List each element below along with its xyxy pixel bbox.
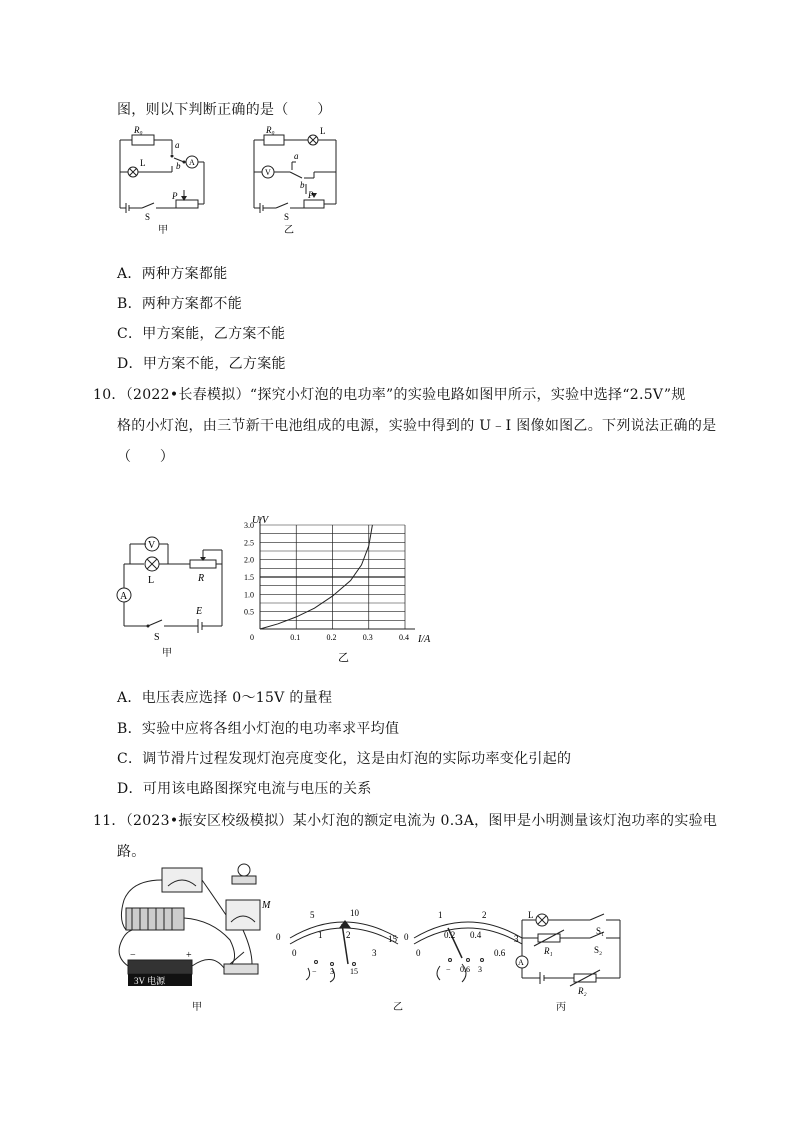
label-s: S xyxy=(154,632,160,643)
q11-stem-line1: 11．（2023•振安区校级模拟）某小灯泡的额定电流为 0.3A，图甲是小明测量该灯泡功率的实验电 xyxy=(93,813,718,829)
q11-meters-yi xyxy=(272,898,522,1015)
label-a: a xyxy=(175,140,180,150)
v-bottom-2: 2 xyxy=(346,930,351,940)
x-tick-label: 0.4 xyxy=(399,633,409,642)
x-tick-label: 0 xyxy=(250,633,254,642)
label-r1: R₁ xyxy=(544,946,553,956)
v-top-5: 5 xyxy=(310,910,315,920)
q9-option-a: A．两种方案都能 xyxy=(117,266,228,282)
resistor-r0-icon xyxy=(132,135,154,145)
caption-yi: 乙 xyxy=(284,225,294,236)
label-r: R xyxy=(198,573,205,584)
a-top-0: 0 xyxy=(404,932,409,942)
q10-stem-line1: 10．（2022•长春模拟）“探究小灯泡的电功率”的实验电路如图甲所示，实验中选择“2.5V”规 xyxy=(93,387,686,403)
q10-option-b: B．实验中应将各组小灯泡的电功率求平均值 xyxy=(117,721,400,737)
label-p: P xyxy=(308,190,314,200)
x-tick-label: 0.3 xyxy=(362,633,373,642)
q10-option-c: C．调节滑片过程发现灯泡亮度变化，这是由灯泡的实际功率变化引起的 xyxy=(117,751,572,767)
a-top-1: 1 xyxy=(438,910,443,920)
y-tick-label: 1.0 xyxy=(244,590,254,600)
label-s1: S₁ xyxy=(596,926,605,936)
label-s: S xyxy=(284,212,290,222)
q10-option-d: D．可用该电路图探究电流与电压的关系 xyxy=(117,781,372,797)
label-b: b xyxy=(176,161,181,171)
q11-apparatus-jia xyxy=(112,860,272,1015)
v-term-minus: − xyxy=(312,967,317,976)
v-bottom-3: 3 xyxy=(372,948,377,958)
a-top-2: 2 xyxy=(482,910,487,920)
x-tick-label: 0.1 xyxy=(290,633,301,642)
v-bottom-1: 1 xyxy=(318,930,323,940)
caption-jia: 甲 xyxy=(158,225,168,236)
q10-stem-line3: （ ） xyxy=(117,449,175,465)
v-bottom-0: 0 xyxy=(292,948,297,958)
caption-jia: 甲 xyxy=(192,1002,202,1013)
label-ammeter: A xyxy=(120,591,128,602)
v-top-15: 15 xyxy=(388,934,397,944)
label-r0: R₀ xyxy=(134,126,143,135)
chart-caption: 乙 xyxy=(338,652,349,664)
a-top-3: 3 xyxy=(514,934,519,944)
label-r0: R₀ xyxy=(266,126,275,135)
a-term-minus: − xyxy=(446,965,451,974)
y-tick-label: 0.5 xyxy=(244,607,254,617)
x-tick-label: 0.2 xyxy=(326,633,337,642)
caption-yi: 乙 xyxy=(393,1002,403,1013)
y-tick-label: 1.5 xyxy=(244,573,254,582)
label-e: E xyxy=(196,606,203,617)
q9-option-d: D．甲方案不能，乙方案能 xyxy=(117,356,286,372)
a-bottom-02: 0.2 xyxy=(444,930,456,940)
battery-icon xyxy=(128,960,192,974)
y-tick-label: 2.5 xyxy=(244,538,254,548)
caption-jia: 甲 xyxy=(162,648,172,659)
chart-grid xyxy=(260,517,415,629)
caption-bing: 丙 xyxy=(556,1002,566,1013)
y-tick-label: 3.0 xyxy=(244,521,254,530)
bulb-icon xyxy=(238,864,250,876)
q10-ui-chart xyxy=(230,505,460,665)
label-ammeter: A xyxy=(189,158,195,167)
label-voltmeter: V xyxy=(265,168,271,177)
label-ammeter: A xyxy=(518,958,524,967)
a-term-3: 3 xyxy=(478,965,482,974)
label-s: S xyxy=(145,212,151,222)
label-r2: R₂ xyxy=(578,986,587,996)
a-term-06: 0.6 xyxy=(460,965,470,974)
label-l: L xyxy=(528,910,534,920)
label-voltmeter: V xyxy=(148,540,156,551)
label-a: a xyxy=(294,151,299,161)
q11-circuit-bing xyxy=(508,910,633,1015)
chart-ticks xyxy=(244,521,409,642)
label-l: L xyxy=(320,126,326,136)
q9-option-b: B．两种方案都不能 xyxy=(117,296,242,312)
q9-circuit-jia xyxy=(112,126,227,236)
v-top-10: 10 xyxy=(350,908,359,918)
q10-option-a: A．电压表应选择 0～15V 的量程 xyxy=(117,690,333,706)
label-l: L xyxy=(148,575,155,586)
label-s2: S₂ xyxy=(594,945,603,955)
q9-stem-tail: 图，则以下判断正确的是（ ） xyxy=(117,102,332,118)
meter-box-icon xyxy=(226,900,260,930)
v-term-3: 3 xyxy=(330,967,334,976)
v-term-15: 15 xyxy=(350,967,358,976)
q10-stem-line2: 格的小灯泡，由三节新干电池组成的电源，实验中得到的 U﹣I 图像如图乙。下列说法正确的是 xyxy=(117,418,717,434)
switch-icon xyxy=(224,964,258,974)
chart-ylabel: U/V xyxy=(252,515,269,526)
q11-stem-line2: 路。 xyxy=(117,844,146,860)
q9-option-c: C．甲方案能，乙方案不能 xyxy=(117,326,286,342)
label-l: L xyxy=(140,158,146,168)
chart-xlabel: I/A xyxy=(418,634,431,645)
label-m: M xyxy=(262,900,271,911)
a-bottom-0: 0 xyxy=(416,948,421,958)
v-top-0: 0 xyxy=(276,932,281,942)
rheostat-icon xyxy=(190,560,216,568)
q10-circuit-jia xyxy=(112,530,227,660)
y-tick-label: 2.0 xyxy=(244,555,254,565)
label-plus: + xyxy=(186,950,192,961)
a-bottom-06: 0.6 xyxy=(494,948,506,958)
a-bottom-04: 0.4 xyxy=(470,930,482,940)
q9-circuit-yi xyxy=(246,126,346,236)
label-minus: − xyxy=(130,950,136,961)
label-p: P xyxy=(172,191,178,201)
label-3v-source: 3V 电源 xyxy=(134,976,166,986)
label-b: b xyxy=(300,180,305,190)
rheostat-coil-icon xyxy=(126,908,184,930)
